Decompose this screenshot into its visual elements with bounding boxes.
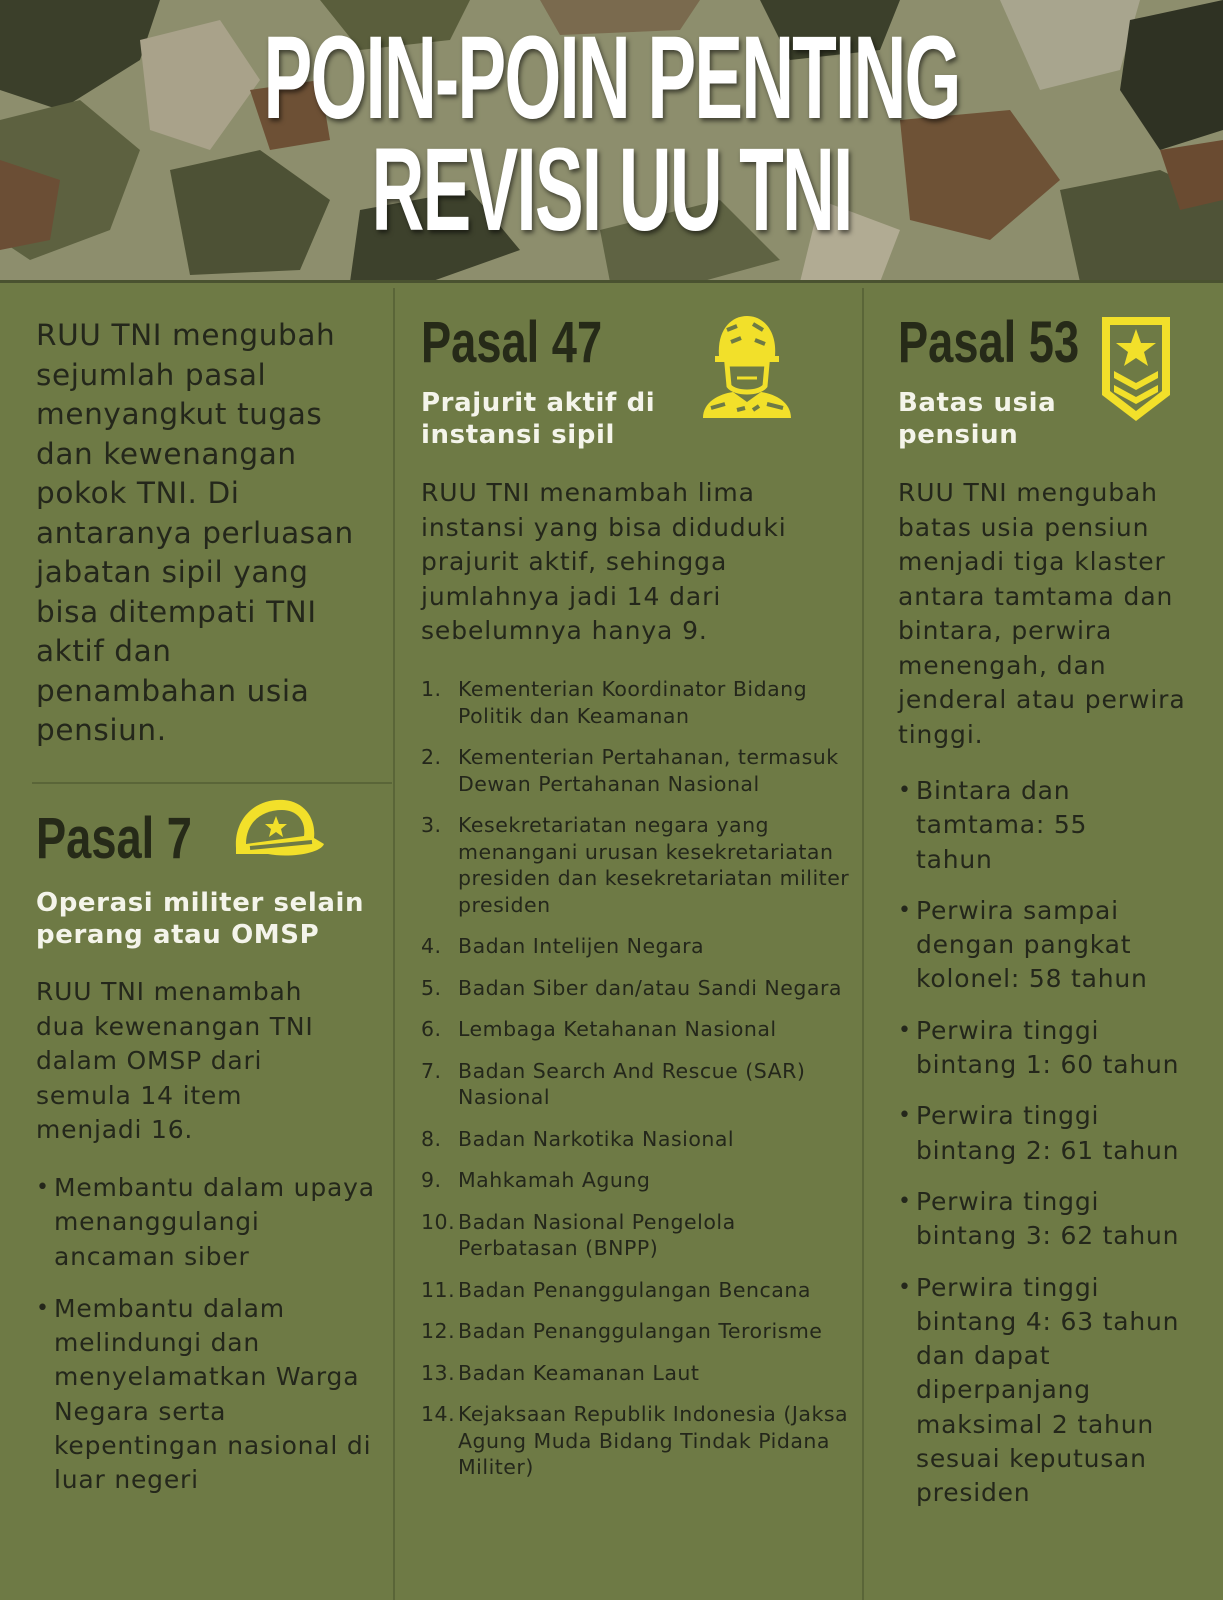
pasal53-bullet-4: • Perwira tinggi bintang 2: 61 tahun [898,1099,1203,1168]
pasal47-subtitle: Prajurit aktif di instansi sipil [421,388,656,450]
pasal53-bullet-list [898,774,1203,1511]
item-number: 6. [421,1017,442,1041]
item-text: Mahkamah Agung [458,1168,651,1192]
item-number: 9. [421,1168,442,1192]
item-number: 7. [421,1058,442,1083]
intro-text: RUU TNI mengubah sejumlah pasal menyangkut tugas dan kewenangan pokok TNI. Di antaranya perluasan jabatan sipil yang bisa ditempati TNI aktif dan penambahan usia pensiun. [36,318,354,747]
pasal53-subtitle: Batas usia pensiun [898,388,1057,450]
pasal7-title [36,808,236,870]
header-divider [0,280,1223,283]
item-number: 13. [421,1360,456,1385]
institution-item [421,1167,853,1194]
item-text: Lembaga Ketahanan Nasional [458,1017,777,1041]
institution-item [421,676,853,729]
institution-item [421,975,853,1002]
item-number: 12. [421,1319,456,1343]
institution-item [421,812,853,918]
pasal47-institution-list [421,676,853,1481]
pasal7-bullet-list [36,1171,376,1498]
column-divider-right [862,288,864,1600]
title-line-1: POIN-POIN PENTING [263,12,960,144]
institution-item [421,933,853,960]
column-divider-left [393,288,395,1600]
institution-item [421,744,853,797]
institution-item [421,1401,853,1481]
institution-item [421,1016,853,1043]
pasal7-bullet-2: • Membantu dalam melindungi dan menyelamatkan Warga Negara serta kepentingan nasional di luar negeri [36,1292,376,1498]
pasal53-title [898,312,1130,374]
pasal7-bullet-1: • Membantu dalam upaya menanggulangi ancaman siber [36,1171,376,1274]
pasal7-subtitle: Operasi militer selain perang atau OMSP [36,888,365,950]
institution-item [421,1126,853,1153]
institution-item [421,1318,853,1345]
intro-divider [32,782,392,784]
institution-item [421,1209,853,1262]
pasal47-body: RUU TNI menambah lima instansi yang bisa diduduki prajurit aktif, sehingga jumlahnya jadi 14 dari sebelumnya hanya 9. [421,478,787,645]
institution-item [421,1360,853,1387]
pasal53-bullet-6: • Perwira tinggi bintang 4: 63 tahun dan dapat diperpanjang maksimal 2 tahun sesuai keputusan presiden [898,1271,1203,1511]
item-text: Badan Penanggulangan Bencana [458,1277,811,1302]
item-number: 2. [421,745,442,769]
pasal47-title [421,312,653,374]
item-number: 14. [421,1402,456,1426]
pasal7-body: RUU TNI menambah dua kewenangan TNI dalam OMSP dari semula 14 item menjadi 16. [36,977,314,1144]
pasal53-heading: Pasal 53 [898,310,1080,375]
pasal53-bullet-3: • Perwira tinggi bintang 1: 60 tahun [898,1014,1203,1083]
item-number: 5. [421,975,442,1000]
item-text: Badan Search And Rescue (SAR) Nasional [458,1058,806,1109]
item-number: 3. [421,813,442,837]
rank-insignia-icon [1098,313,1174,425]
item-text: Kementerian Koordinator Bidang Politik dan Keamanan [458,677,808,728]
item-text: Badan Keamanan Laut [458,1360,700,1385]
soldier-icon [697,312,797,422]
item-text: Kejaksaan Republik Indonesia (Jaksa Agung Muda Bidang Tindak Pidana Militer) [458,1402,849,1479]
military-cap-icon [228,792,328,864]
page-title [232,12,990,256]
institution-item [421,1058,853,1111]
item-text: Badan Penanggulangan Terorisme [458,1319,823,1343]
pasal53-bullet-5: • Perwira tinggi bintang 3: 62 tahun [898,1185,1203,1254]
item-text: Badan Siber dan/atau Sandi Negara [458,975,842,1000]
item-text: Kementerian Pertahanan, termasuk Dewan Pertahanan Nasional [458,745,839,796]
pasal53-bullet-2: • Perwira sampai dengan pangkat kolonel: 58 tahun [898,894,1203,997]
title-line-2: REVISI UU TNI [371,124,852,256]
item-number: 1. [421,677,442,701]
pasal7-heading: Pasal 7 [36,806,192,871]
item-number: 4. [421,934,442,958]
item-text: Badan Intelijen Negara [458,934,705,958]
pasal53-body: RUU TNI mengubah batas usia pensiun menjadi tiga klaster antara tamtama dan bintara, perwira menengah, dan jenderal atau perwira tinggi. [898,478,1186,749]
item-number: 10. [421,1209,456,1234]
item-text: Kesekretariatan negara yang menangani urusan kesekretariatan presiden dan kesekretariatan militer presiden [458,813,850,917]
pasal53-bullet-1: • Bintara dan tamtama: 55 tahun [898,774,1203,877]
item-number: 11. [421,1277,456,1302]
item-text: Badan Nasional Pengelola Perbatasan (BNPP) [458,1209,736,1260]
item-text: Badan Narkotika Nasional [458,1126,735,1151]
item-number: 8. [421,1126,442,1151]
header-banner [0,0,1223,282]
pasal47-heading: Pasal 47 [421,310,603,375]
institution-item [421,1277,853,1304]
